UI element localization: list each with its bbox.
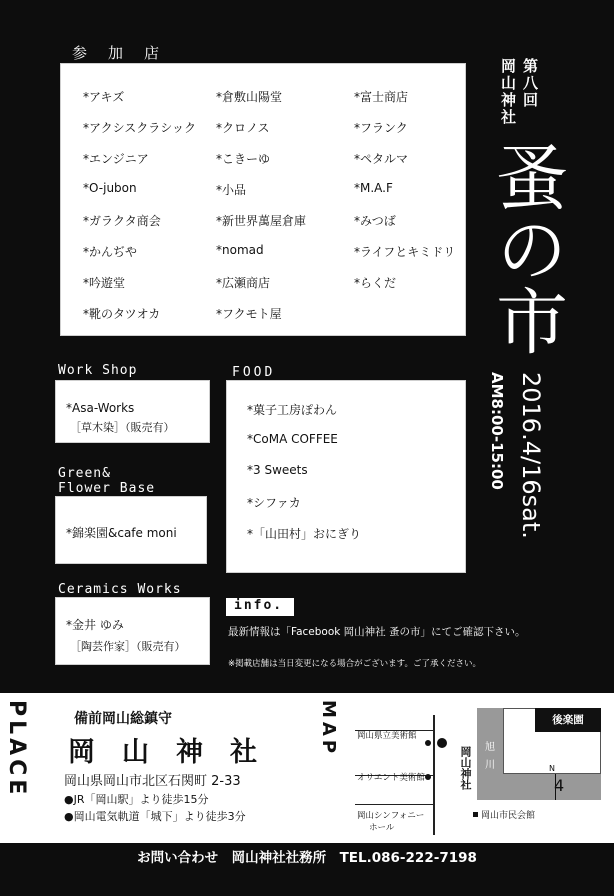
map-label-civic-hall: 岡山市民会館: [481, 811, 536, 821]
info-heading: info.: [234, 598, 284, 613]
shops-box: [60, 63, 466, 336]
place-side-label: PLACE: [4, 700, 29, 799]
road-3: [355, 804, 435, 805]
green-box: [55, 496, 207, 564]
shop-item: *新世界萬屋倉庫: [216, 214, 307, 228]
dot-1: [425, 740, 431, 746]
shop-item: *みつば: [354, 214, 396, 228]
food-item: *3 Sweets: [247, 463, 308, 477]
workshop-box: [55, 380, 210, 443]
shop-item: *靴のタツオカ: [83, 307, 161, 321]
ceramics-note: ［陶芸作家］（販売有）: [70, 640, 186, 653]
shrine-label: 岡山神社: [499, 58, 517, 126]
shops-heading: 参 加 店: [72, 44, 166, 62]
shop-item: *富士商店: [354, 90, 409, 104]
place-subtitle: 備前岡山総鎮守: [74, 711, 172, 727]
map-label-orient-museum: オリエント美術館: [357, 773, 425, 783]
map: [355, 700, 605, 840]
map-label-river-2: 川: [485, 760, 495, 771]
shop-item: *こきーゆ: [216, 152, 271, 166]
food-item: *シファカ: [247, 496, 301, 510]
food-item: *「山田村」おにぎり: [247, 527, 362, 541]
food-heading: FOOD: [232, 365, 276, 380]
event-date: 2016.4/16sat.: [517, 372, 545, 539]
shop-item: *アクシスクラシック: [83, 121, 197, 135]
shop-item: *広瀬商店: [216, 276, 271, 290]
event-time: AM8:00-15:00: [488, 372, 506, 490]
place-access-2: ●岡山電気軌道「城下」より徒歩3分: [64, 810, 246, 823]
shop-item: *吟遊堂: [83, 276, 126, 290]
place-name: 岡 山 神 社: [68, 737, 257, 768]
map-label-art-museum: 岡山県立美術館: [357, 731, 417, 741]
shop-item: *エンジニア: [83, 152, 149, 166]
info-heading-tab: [226, 598, 294, 616]
shop-item: *nomad: [216, 243, 264, 257]
map-label-river-1: 旭: [485, 742, 495, 753]
food-item: *CoMA COFFEE: [247, 432, 338, 446]
info-line-1: 最新情報は「Facebook 岡山神社 蚤の市」にてご確認下さい。: [228, 626, 526, 638]
event-title: 蚤の市: [484, 140, 568, 356]
food-box: [226, 380, 466, 573]
workshop-name: *Asa-Works: [66, 401, 135, 415]
shop-item: *かんぢや: [83, 245, 138, 259]
map-label-hall: ホール: [369, 823, 395, 833]
contact-line: お問い合わせ 岡山神社社務所 TEL.086-222-7198: [137, 850, 477, 866]
shop-item: *ペタルマ: [354, 152, 409, 166]
green-heading-2: Flower Base: [58, 481, 156, 496]
green-heading-1: Green&: [58, 466, 111, 481]
map-side-label: MAP: [318, 700, 339, 758]
shop-item: *アキズ: [83, 90, 125, 104]
map-label-shrine: 岡山神社: [459, 746, 472, 790]
workshop-note: ［草木染］（販売有）: [70, 421, 175, 434]
ceramics-name: *金井 ゆみ: [66, 618, 124, 632]
shop-item: *フクモト屋: [216, 307, 282, 321]
shop-item: *クロノス: [216, 121, 270, 135]
place-access-1: ●JR「岡山駅」より徒歩15分: [64, 793, 209, 806]
shop-item: *M.A.F: [354, 181, 393, 195]
map-label-symphony: 岡山シンフォニー: [357, 811, 425, 821]
green-name: *錦楽園&cafe moni: [66, 526, 177, 540]
edition-label: 第八回: [521, 58, 539, 109]
shop-item: *倉敷山陽堂: [216, 90, 283, 104]
shop-item: *フランク: [354, 121, 408, 135]
workshop-heading: Work Shop: [58, 363, 138, 378]
shop-item: *O-jubon: [83, 181, 137, 195]
food-item: *菓子工房ぽわん: [247, 403, 338, 417]
shop-item: *ライフとキミドリ: [354, 245, 456, 259]
ceramics-heading: Ceramics Works: [58, 582, 182, 597]
shop-item: *ガラクタ商会: [83, 214, 161, 228]
info-line-2: ※掲載店舗は当日変更になる場合がございます。ご了承ください。: [228, 659, 481, 669]
shrine-marker-icon: [437, 738, 447, 748]
hall-marker: [473, 812, 478, 817]
north-label: N: [549, 764, 555, 773]
ceramics-box: [55, 597, 210, 665]
compass-icon: 4: [554, 776, 565, 795]
korakuen-label: 後楽園: [535, 708, 601, 732]
dot-2: [425, 774, 431, 780]
shop-item: *小品: [216, 183, 247, 197]
place-address: 岡山県岡山市北区石関町 2-33: [64, 774, 241, 789]
shop-item: *らくだ: [354, 276, 397, 290]
